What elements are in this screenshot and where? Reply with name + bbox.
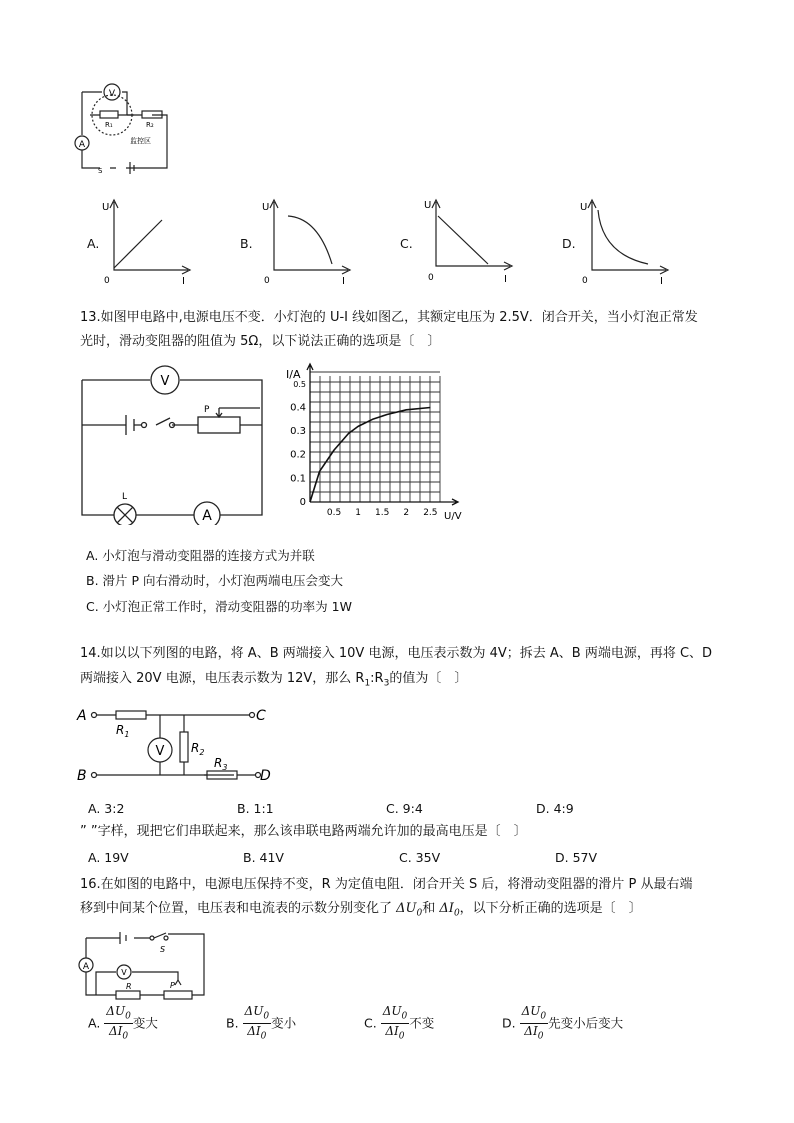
q12-circuit-diagram <box>72 80 172 175</box>
q13-option-c: C. 小灯泡正常工作时，滑动变阻器的功率为 1W <box>86 599 352 614</box>
chart-y-tick-label: 0 <box>299 497 306 508</box>
q12-zone-label: 监控区 <box>130 137 151 145</box>
chart-x-axis <box>310 499 458 505</box>
q13-iu-chart <box>280 362 470 527</box>
q12-d-o: 0 <box>582 276 588 286</box>
q12-switch-label: S <box>98 167 103 175</box>
q12-d-u: U <box>580 202 588 213</box>
q12-graph-b <box>260 196 355 288</box>
q14-stem-line1: 14.如以以下列图的电路，将 A、B 两端接入 10V 电源，电压表示数为 4V；拆去 A、B 两端电源，再将 C、D <box>80 646 713 661</box>
q12-option-b-label: B. <box>240 236 253 251</box>
q15-option-b: B. 41V <box>243 850 284 865</box>
q14-terminal-a: A <box>77 708 87 724</box>
q13-stem-line2: 光时，滑动变阻器的阻值为 5Ω，以下说法正确的选项是〔 〕 <box>80 334 441 349</box>
q16-option-a: A. $\frac{\Delta U_0}{\Delta I_0}$ 变大 <box>88 1004 158 1042</box>
q14-circuit-diagram <box>74 700 274 790</box>
q12-option-d-label: D. <box>562 236 576 251</box>
q16-stem-line1: 16.在如图的电路中，电源电压保持不变，R 为定值电阻．闭合开关 S 后，将滑动变阻器的滑片 P 从最右端 <box>80 877 693 892</box>
q15-option-a: A. 19V <box>88 850 129 865</box>
q12-r2-label: R₂ <box>146 121 154 129</box>
q12-option-a-label: A. <box>87 236 100 251</box>
q12-r1-label: R₁ <box>105 121 113 129</box>
chart-x-tick-label: 0.5 <box>326 508 342 518</box>
chart-x-tick-label: 1.5 <box>375 508 390 518</box>
q12-ammeter-label: A <box>78 140 86 150</box>
q13-circuit-diagram <box>80 365 270 525</box>
q12-c-u: U <box>424 200 432 211</box>
q16-switch-label: S <box>160 945 166 954</box>
q12-b-u: U <box>262 202 270 213</box>
chart-x-tick-label: 2.5 <box>423 508 438 518</box>
chart-y-tick-label: 0.4 <box>290 402 306 414</box>
q12-b-o: 0 <box>264 276 270 286</box>
q13-slider-label: P <box>204 405 210 415</box>
q16-voltmeter-label: V <box>121 968 127 977</box>
q13-option-a: A. 小灯泡与滑动变阻器的连接方式为并联 <box>86 548 315 563</box>
chart-y-axis <box>307 364 313 502</box>
chart-y-tick-label: 0.5 <box>293 379 306 389</box>
q12-voltmeter-label: V <box>108 89 116 99</box>
q12-b-i: I <box>342 276 345 287</box>
q12-option-c-label: C. <box>400 236 413 251</box>
chart-grid <box>310 372 440 502</box>
q16-option-c-fraction: $\frac{\Delta U_0}{\Delta I_0}$ <box>382 1004 408 1042</box>
q15-option-d: D. 57V <box>555 850 598 865</box>
q14-terminal-d: D <box>260 768 271 784</box>
q14-r3-label: $R_3$ <box>214 756 228 772</box>
q16-option-a-fraction: $\frac{\Delta U_0}{\Delta I_0}$ <box>106 1004 131 1042</box>
q12-a-o: 0 <box>104 276 110 286</box>
q14-option-d: D. 4:9 <box>536 801 574 816</box>
q16-option-d: D. $\frac{\Delta U_0}{\Delta I_0}$ 先变小后变大 <box>502 1004 624 1042</box>
q13-ammeter-label: A <box>202 508 212 524</box>
q16-resistor-label: R <box>126 982 132 991</box>
q16-option-c: C. $\frac{\Delta U_0}{\Delta I_0}$ 不变 <box>364 1004 435 1042</box>
q12-graph-a <box>100 196 195 288</box>
q16-ammeter-label: A <box>82 962 90 972</box>
chart-ylabel: I/A <box>286 368 301 381</box>
chart-x-tick-label: 2 <box>403 508 410 518</box>
q14-stem-line2: 两端接入 20V 电源，电压表示数为 12V，那么 $R_1:R_3$的值为〔 〕 <box>80 671 468 689</box>
chart-xlabel: U/V <box>444 511 462 522</box>
q12-graph-d <box>578 196 673 288</box>
q14-r2-label: $R_2$ <box>191 741 205 757</box>
q16-option-d-fraction: $\frac{\Delta U_0}{\Delta I_0}$ <box>521 1004 547 1042</box>
q16-circuit-diagram <box>74 928 214 1000</box>
q12-c-o: 0 <box>428 273 434 283</box>
q16-option-b: B. $\frac{\Delta U_0}{\Delta I_0}$ 变小 <box>226 1004 297 1042</box>
chart-y-tick-label: 0.1 <box>290 473 306 485</box>
q13-stem-line1: 13.如图甲电路中,电源电压不变．小灯泡的 U-I 线如图乙，其额定电压为 2.5V．闭合开关，当小灯泡正常发 <box>80 310 698 325</box>
q13-lamp-label: L <box>122 492 128 502</box>
q15-stem: ” ”字样，现把它们串联起来，那么该串联电路两端允许加的最高电压是〔 〕 <box>80 824 527 839</box>
q14-terminal-b: B <box>77 768 87 784</box>
chart-x-tick-label: 1 <box>355 508 362 518</box>
q14-voltmeter-label: V <box>155 744 165 759</box>
q15-option-c: C. 35V <box>399 850 441 865</box>
q16-option-b-fraction: $\frac{\Delta U_0}{\Delta I_0}$ <box>244 1004 270 1042</box>
q12-a-u: U <box>102 202 110 213</box>
q12-c-i: I <box>504 274 507 285</box>
q14-terminal-c: C <box>256 708 266 724</box>
q14-option-c: C. 9:4 <box>386 801 423 816</box>
q14-option-b: B. 1:1 <box>237 801 274 816</box>
q16-stem-line2: 移到中间某个位置，电压表和电流表的示数分别变化了 $\Delta U_0$和 $\Delta I_0$，以下分析正确的选项是〔 〕 <box>80 901 642 919</box>
chart-y-tick-label: 0.2 <box>290 449 306 461</box>
chart-y-tick-label: 0.3 <box>290 426 306 438</box>
q13-voltmeter-label: V <box>160 374 170 389</box>
q14-r1-label: $R_1$ <box>116 723 130 739</box>
q14-option-a: A. 3:2 <box>88 801 125 816</box>
q12-d-i: I <box>660 276 663 287</box>
q13-option-b: B. 滑片 P 向右滑动时，小灯泡两端电压会变大 <box>86 573 344 588</box>
q16-slider-label: P <box>170 981 175 990</box>
q12-graph-c <box>422 196 517 288</box>
q12-a-i: I <box>182 276 185 287</box>
